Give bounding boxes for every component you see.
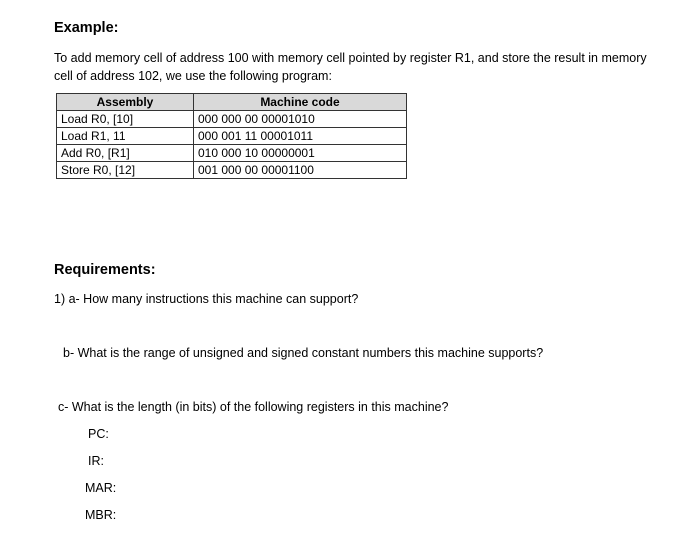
register-label-mbr: MBR: (85, 508, 117, 522)
example-intro-paragraph: To add memory cell of address 100 with memory cell pointed by register R1, and store the result in memory cell of address 102, we use the following program: (54, 51, 647, 83)
machine-code-cell: 010 000 10 00000001 (194, 145, 407, 162)
table-row (57, 145, 407, 162)
register-label-ir: IR: (88, 454, 104, 468)
question-1b: b- What is the range of unsigned and signed constant numbers this machine supports? (63, 346, 544, 360)
assembly-cell: Store R0, [12] (57, 162, 194, 179)
table-row (57, 162, 407, 179)
assembly-cell: Load R1, 11 (57, 128, 194, 145)
question-1a: 1) a- How many instructions this machine can support? (54, 292, 359, 306)
question-1c: c- What is the length (in bits) of the following registers in this machine? (58, 400, 449, 414)
assembly-cell: Add R0, [R1] (57, 145, 194, 162)
table-row (57, 128, 407, 145)
machine-code-cell: 000 001 11 00001011 (194, 128, 407, 145)
table-header-row (57, 94, 407, 111)
register-label-mar: MAR: (85, 481, 117, 495)
machine-code-cell: 001 000 00 00001100 (194, 162, 407, 179)
assembly-cell: Load R0, [10] (57, 111, 194, 128)
requirements-heading: Requirements: (54, 262, 156, 278)
table-row (57, 111, 407, 128)
header-machine-code: Machine code (194, 94, 407, 111)
register-label-pc: PC: (88, 427, 109, 441)
machine-code-cell: 000 000 00 00001010 (194, 111, 407, 128)
example-heading: Example: (54, 20, 119, 36)
program-table (56, 93, 407, 179)
header-assembly: Assembly (57, 94, 194, 111)
